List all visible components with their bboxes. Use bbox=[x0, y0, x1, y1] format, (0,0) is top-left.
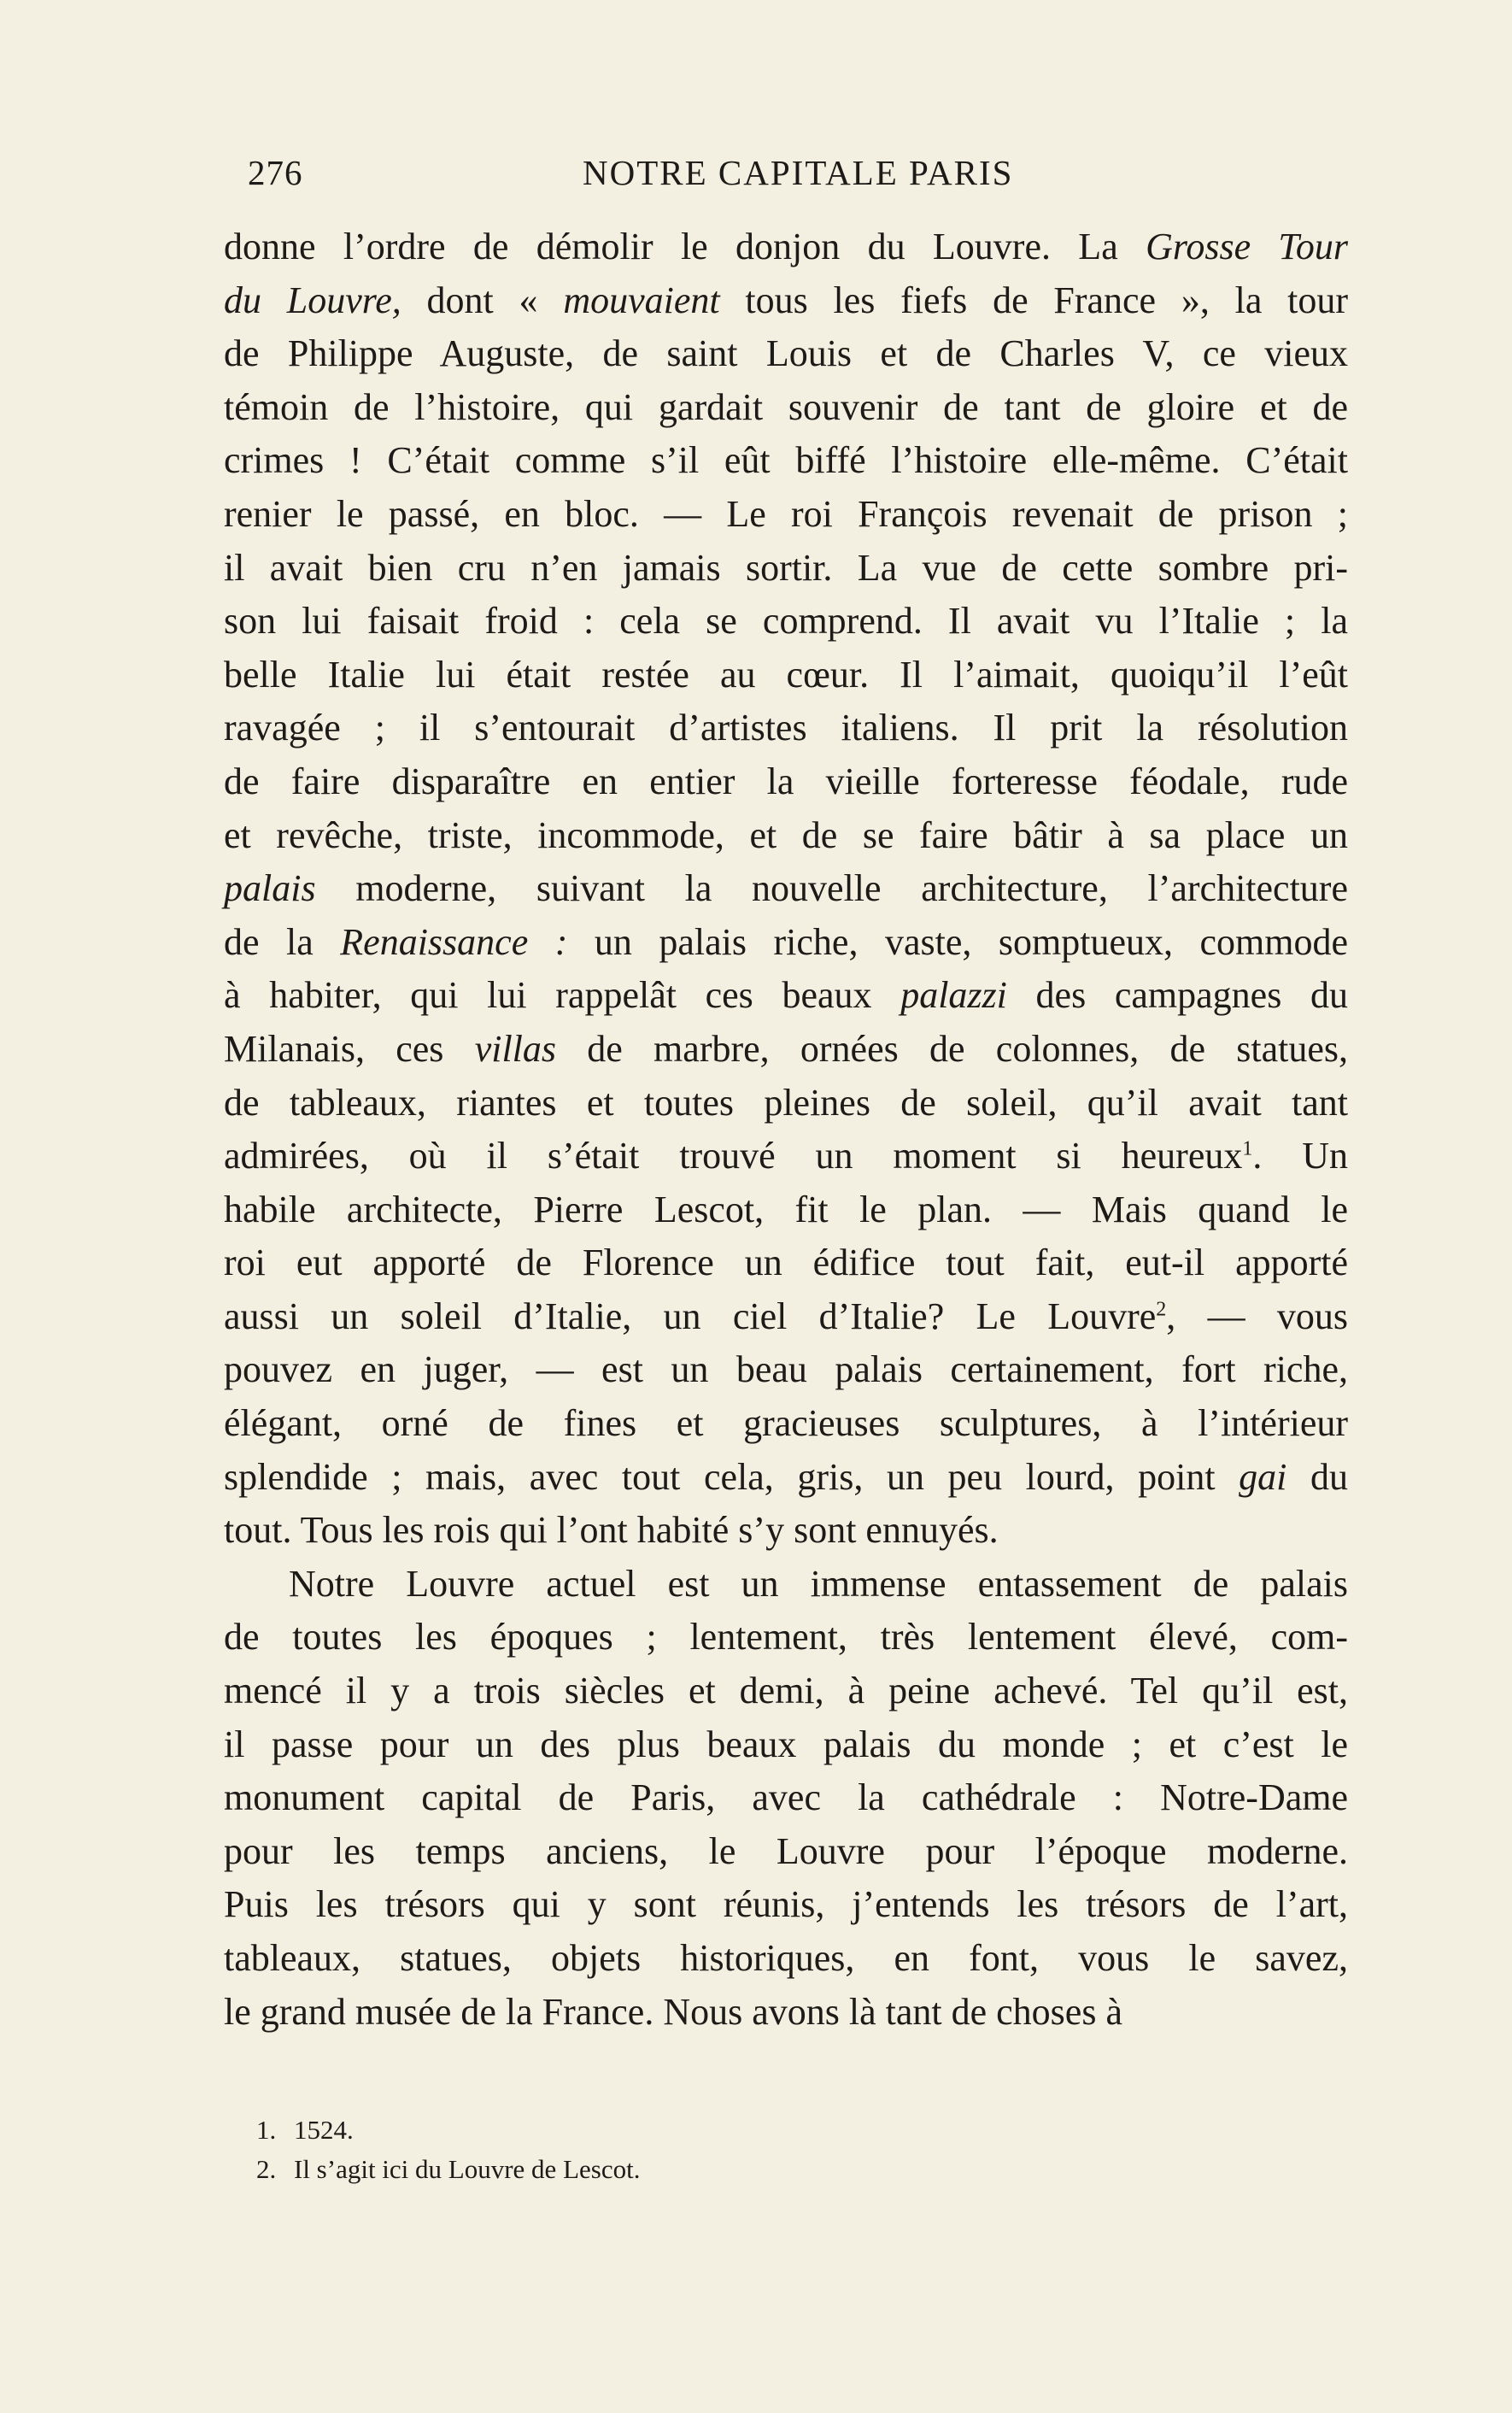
text-run: Puis les trésors qui y sont réunis, j’entends les trésors de l’art, bbox=[224, 1883, 1348, 1926]
text-line bbox=[224, 1825, 1348, 1879]
text-run: pouvez en juger, — est un beau palais certainement, fort riche, bbox=[224, 1348, 1348, 1391]
text-line bbox=[224, 862, 1348, 916]
text-run: du bbox=[1286, 1455, 1348, 1498]
italic-run: gai bbox=[1239, 1455, 1287, 1498]
italic-run: Grosse Tour bbox=[1146, 226, 1348, 267]
text-line bbox=[224, 1343, 1348, 1397]
italic-run: palazzi bbox=[900, 974, 1007, 1017]
footnote-text: Il s’agit ici du Louvre de Lescot. bbox=[294, 2154, 641, 2184]
text-run: admirées, où il s’était trouvé un moment si heureux bbox=[224, 1135, 1243, 1177]
text-run: le grand musée de la France. Nous avons là tant de choses à bbox=[224, 1990, 1122, 2033]
text-line bbox=[224, 220, 1348, 274]
italic-run: du Louvre, bbox=[224, 279, 401, 321]
text-run: tous les fiefs de France », la tour bbox=[719, 279, 1348, 321]
text-line bbox=[224, 1932, 1348, 1986]
text-run: de marbre, ornées de colonnes, de statues, bbox=[556, 1027, 1348, 1070]
text-line bbox=[224, 649, 1348, 702]
text-run: de tableaux, riantes et toutes pleines de soleil, qu’il avait tant bbox=[224, 1081, 1348, 1124]
text-run: tout. Tous les rois qui l’ont habité s’y sont ennuyés. bbox=[224, 1509, 999, 1552]
footnote-ref: 1 bbox=[1242, 1137, 1253, 1160]
text-run: splendide ; mais, avec tout cela, gris, un peu lourd, point bbox=[224, 1455, 1239, 1498]
text-line bbox=[224, 1236, 1348, 1290]
text-run: de faire disparaître en entier la vieille forteresse féodale, rude bbox=[224, 760, 1348, 802]
text-line bbox=[224, 1878, 1348, 1932]
text-line bbox=[224, 809, 1348, 863]
footnote bbox=[256, 2150, 1196, 2189]
text-line bbox=[224, 327, 1348, 381]
page-number: 276 bbox=[248, 153, 303, 192]
text-run: crimes ! C’était comme s’il eût biffé l’histoire elle-même. C’était bbox=[224, 439, 1348, 482]
text-line bbox=[224, 1504, 1348, 1558]
text-line bbox=[224, 1023, 1348, 1077]
text-run: il avait bien cru n’en jamais sortir. La vue de cette sombre pri- bbox=[224, 546, 1348, 589]
text-line bbox=[224, 595, 1348, 649]
text-run: ravagée ; il s’entourait d’artistes italiens. Il prit la résolution bbox=[224, 707, 1348, 749]
text-run: il passe pour un des plus beaux palais du monde ; et c’est le bbox=[224, 1723, 1348, 1765]
footnote-ref: 2 bbox=[1156, 1298, 1167, 1321]
text-run: . Un bbox=[1252, 1135, 1348, 1177]
text-run: Notre Louvre actuel est un immense entassement de palais bbox=[289, 1562, 1348, 1605]
text-line bbox=[224, 1986, 1348, 2040]
italic-run: villas bbox=[474, 1027, 557, 1070]
text-line bbox=[224, 1664, 1348, 1718]
text-line bbox=[224, 1611, 1348, 1664]
text-line bbox=[224, 542, 1348, 596]
text-run: roi eut apporté de Florence un édifice tout fait, eut-il apporté bbox=[224, 1242, 1348, 1284]
running-title: NOTRE CAPITALE PARIS bbox=[583, 153, 1014, 192]
text-run: son lui faisait froid : cela se comprend. Il avait vu l’Italie ; la bbox=[224, 600, 1348, 643]
text-run: mencé il y a trois siècles et demi, à peine achevé. Tel qu’il est, bbox=[224, 1670, 1348, 1712]
running-header bbox=[248, 152, 1256, 203]
footnote-text: 1524. bbox=[294, 2115, 354, 2145]
footnote-number: 1. bbox=[256, 2115, 277, 2145]
text-line bbox=[224, 434, 1348, 488]
italic-run: mouvaient bbox=[563, 279, 720, 321]
text-line bbox=[224, 381, 1348, 435]
text-line bbox=[224, 1771, 1348, 1825]
text-line bbox=[224, 1077, 1348, 1130]
text-run: donne l’ordre de démolir le donjon du Louvre. La bbox=[224, 226, 1146, 267]
text-run: monument capital de Paris, avec la cathédrale : Notre-Dame bbox=[224, 1776, 1348, 1819]
text-run: et revêche, triste, incommode, et de se faire bâtir à sa place un bbox=[224, 813, 1348, 856]
text-run: habile architecte, Pierre Lescot, fit le plan. — Mais quand le bbox=[224, 1188, 1348, 1230]
text-line bbox=[224, 755, 1348, 809]
text-line bbox=[224, 1130, 1348, 1183]
text-run: de Philippe Auguste, de saint Louis et de Charles V, ce vieux bbox=[224, 332, 1348, 375]
text-run: des campagnes du bbox=[1006, 974, 1348, 1017]
text-run: un palais riche, vaste, somptueux, commode bbox=[567, 920, 1348, 963]
text-run: Milanais, ces bbox=[224, 1027, 475, 1070]
text-run: témoin de l’histoire, qui gardait souvenir de tant de gloire et de bbox=[224, 385, 1348, 428]
text-run: pour les temps anciens, le Louvre pour l’époque moderne. bbox=[224, 1829, 1348, 1872]
body-text bbox=[224, 220, 1348, 2039]
text-line bbox=[224, 1718, 1348, 1772]
text-line bbox=[224, 702, 1348, 755]
text-line bbox=[224, 1451, 1348, 1505]
text-run: , — vous bbox=[1166, 1295, 1348, 1337]
text-line bbox=[224, 1183, 1348, 1237]
text-run: dont « bbox=[401, 279, 564, 321]
text-line bbox=[224, 969, 1348, 1023]
footnote bbox=[256, 2111, 1196, 2150]
text-run: belle Italie lui était restée au cœur. Il l’aimait, quoiqu’il l’eût bbox=[224, 653, 1348, 696]
text-run: moderne, suivant la nouvelle architecture, l’architecture bbox=[315, 867, 1348, 910]
text-run: à habiter, qui lui rappelât ces beaux bbox=[224, 974, 901, 1017]
text-run: de la bbox=[224, 920, 341, 963]
text-line bbox=[224, 916, 1348, 970]
italic-run: Renaissance : bbox=[340, 920, 568, 963]
text-run: de toutes les époques ; lentement, très lentement élevé, com- bbox=[224, 1616, 1348, 1659]
text-run: élégant, orné de fines et gracieuses sculptures, à l’intérieur bbox=[224, 1402, 1348, 1445]
text-line bbox=[224, 1558, 1348, 1612]
text-run: renier le passé, en bloc. — Le roi François revenait de prison ; bbox=[224, 492, 1348, 535]
text-line bbox=[224, 1397, 1348, 1451]
footnotes bbox=[256, 2111, 1196, 2189]
text-line bbox=[224, 274, 1348, 328]
text-line bbox=[224, 488, 1348, 542]
italic-run: palais bbox=[224, 867, 316, 910]
footnote-number: 2. bbox=[256, 2154, 277, 2184]
text-run: aussi un soleil d’Italie, un ciel d’Italie? Le Louvre bbox=[224, 1295, 1157, 1337]
text-line bbox=[224, 1290, 1348, 1344]
text-run: tableaux, statues, objets historiques, en font, vous le savez, bbox=[224, 1937, 1348, 1979]
